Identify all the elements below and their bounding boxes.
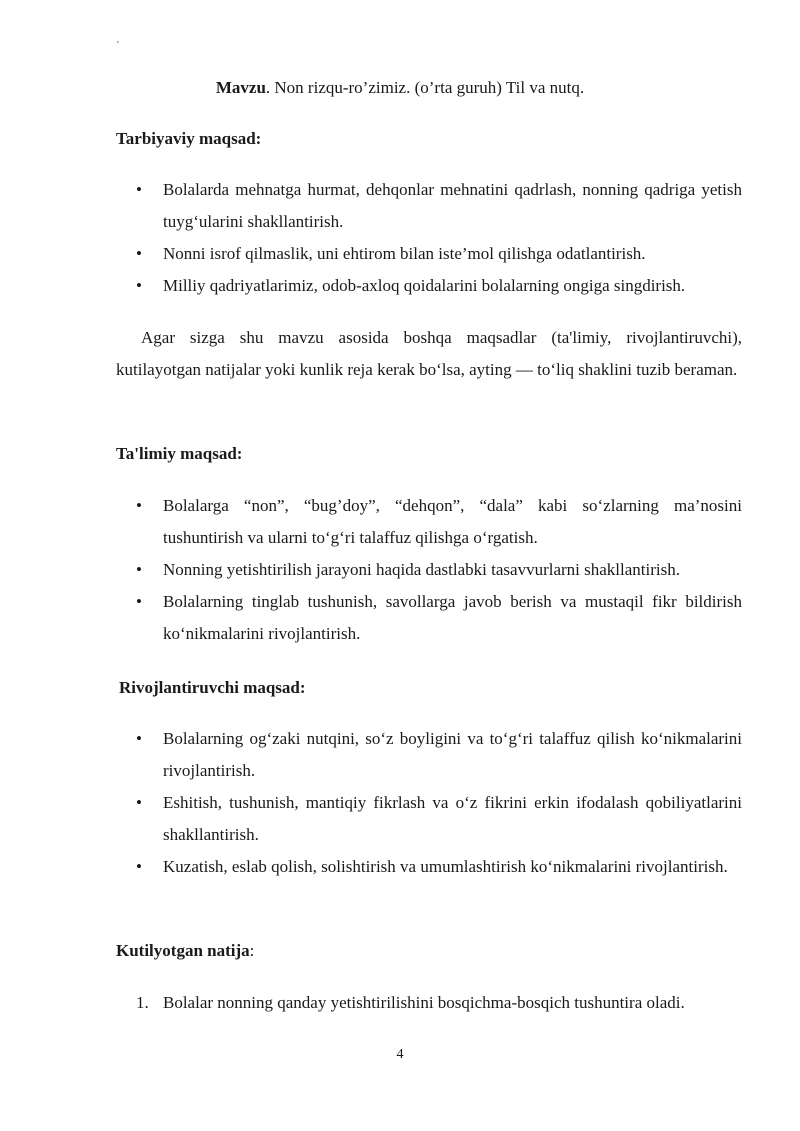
heading-tarbiyaviy: Tarbiyaviy maqsad: xyxy=(116,129,262,148)
list-item: • Milliy qadriyatlarimiz, odob-axloq qoidalarini bolalarning ongiga singdirish. xyxy=(116,270,742,302)
bullet-icon: • xyxy=(136,793,142,812)
bullet-icon: • xyxy=(136,180,142,199)
heading-talimiy: Ta'limiy maqsad: xyxy=(116,444,243,463)
list-item: • Nonni isrof qilmaslik, uni ehtirom bilan iste’mol qilishga odatlantirish. xyxy=(116,238,742,270)
page-title xyxy=(0,77,800,99)
list-talimiy xyxy=(116,490,742,650)
list-item: • Nonning yetishtirilish jarayoni haqida dastlabki tasavvurlarni shakllantirish. xyxy=(116,554,742,586)
list-item: • Bolalarga “non”, “bug’doy”, “dehqon”, “dala” kabi so‘zlarning ma’nosini tushuntirish va ularni to‘g‘ri talaffuz qilishga o‘rgatish. xyxy=(116,490,742,554)
list-item: • Bolalarning tinglab tushunish, savollarga javob berish va mustaqil fikr bildirish ko‘nikmalarini rivojlantirish. xyxy=(116,586,742,650)
note-paragraph: Agar sizga shu mavzu asosida boshqa maqsadlar (ta'limiy, rivojlantiruvchi), kutilayotgan natijalar yoki kunlik reja kerak bo‘lsa, ayting — to‘liq shaklini tuzib beraman. xyxy=(116,328,742,379)
list-item: 1. Bolalar nonning qanday yetishtirilishini bosqichma-bosqich tushuntira oladi. xyxy=(116,987,742,1019)
bullet-icon: • xyxy=(136,244,142,263)
bullet-icon: • xyxy=(136,276,142,295)
heading-rivojlantiruvchi: Rivojlantiruvchi maqsad: xyxy=(119,678,306,697)
bullet-icon: • xyxy=(136,496,142,515)
list-natija xyxy=(116,987,742,1019)
list-rivojlantiruvchi xyxy=(116,723,742,883)
list-tarbiyaviy xyxy=(116,174,742,302)
bullet-icon: • xyxy=(136,560,142,579)
list-item: • Bolalarning og‘zaki nutqini, so‘z boyligini va to‘g‘ri talaffuz qilish ko‘nikmalarini rivojlantirish. xyxy=(116,723,742,787)
corner-mark: ' xyxy=(117,40,119,51)
bullet-icon: • xyxy=(136,857,142,876)
heading-natija: Kutilyotgan natija: xyxy=(116,941,255,960)
bullet-icon: • xyxy=(136,729,142,748)
title-text: . Non rizqu-ro’zimiz. (o’rta guruh) Til va nutq. xyxy=(265,78,585,97)
list-item: • Eshitish, tushunish, mantiqiy fikrlash va o‘z fikrini erkin ifodalash qobiliyatlarini shakllantirish. xyxy=(116,787,742,851)
list-item: • Kuzatish, eslab qolish, solishtirish va umumlashtirish ko‘nikmalarini rivojlantirish. xyxy=(116,851,742,883)
title-topic-label: Mavzu xyxy=(215,78,266,97)
page-number: 4 xyxy=(396,1047,404,1062)
item-number: 1. xyxy=(136,993,149,1012)
bullet-icon: • xyxy=(136,592,142,611)
list-item: • Bolalarda mehnatga hurmat, dehqonlar mehnatini qadrlash, nonning qadriga yetish tuyg‘ularini shakllantirish. xyxy=(116,174,742,238)
